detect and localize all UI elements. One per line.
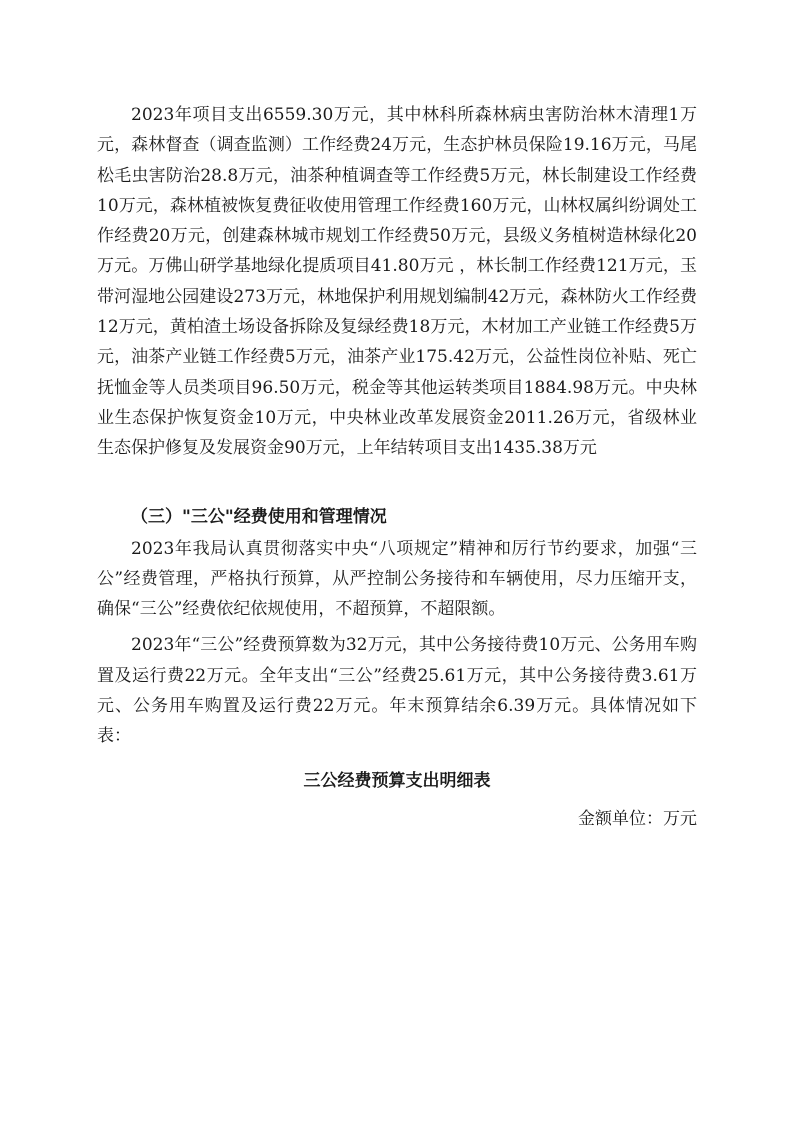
unit-label: 金额单位：万元 xyxy=(578,808,697,829)
management-paragraph: 2023年我局认真贯彻落实中央“八项规定”精神和厉行节约要求，加强“三公”经费管理，严格执行预算，从严控制公务接待和车辆使用，尽力压缩开支，确保“三公”经费依纪依规使用，不超预算，不超限额。 xyxy=(97,538,697,620)
budget-paragraph: 2023年“三公”经费预算数为32万元，其中公务接待费10万元、公务用车购置及运行费22万元。全年支出“三公”经费25.61万元，其中公务接待费3.61万元、公务用车购置及运行费22万元。年末预算结余6.39万元。具体情况如下表： xyxy=(97,635,697,747)
project-expenses-paragraph: 2023年项目支出6559.30万元，其中林科所森林病虫害防治林木清理1万元，森林督查（调查监测）工作经费24万元，生态护林员保险19.16万元，马尾松毛虫害防治28.8万元，油茶种植调查等工作经费5万元，林长制建设工作经费10万元，森林植被恢复费征收使用管理工作经费160万元，山林权属纠纷调处工作经费20万元，创建森林城市规划工作经费50万元，县级义务植树造林绿化20万元。万佛山研学基地绿化提质项目41.80万元 ，林长制工作经费121万元，玉带河湿地公园建设273万元，林地保护利用规划编制42万元，森林防火工作经费12万元，黄柏渣土场设备拆除及复绿经费18万元，木材加工产业链工作经费5万元，油茶产业链工作经费5万元，油茶产业175.42万元，公益性岗位补贴、死亡抚恤金等人员类项目96.50万元，税金等其他运转类项目1884.98万元。中央林业生态保护恢复资金10万元，中央林业改革发展资金2011.26万元，省级林业生态保护修复及发展资金90万元，上年结转项目支出1435.38万元 xyxy=(97,105,697,459)
section-heading: （三）"三公"经费使用和管理情况 xyxy=(131,506,387,527)
table-title: 三公经费预算支出明细表 xyxy=(303,770,491,791)
document-body xyxy=(97,100,697,834)
